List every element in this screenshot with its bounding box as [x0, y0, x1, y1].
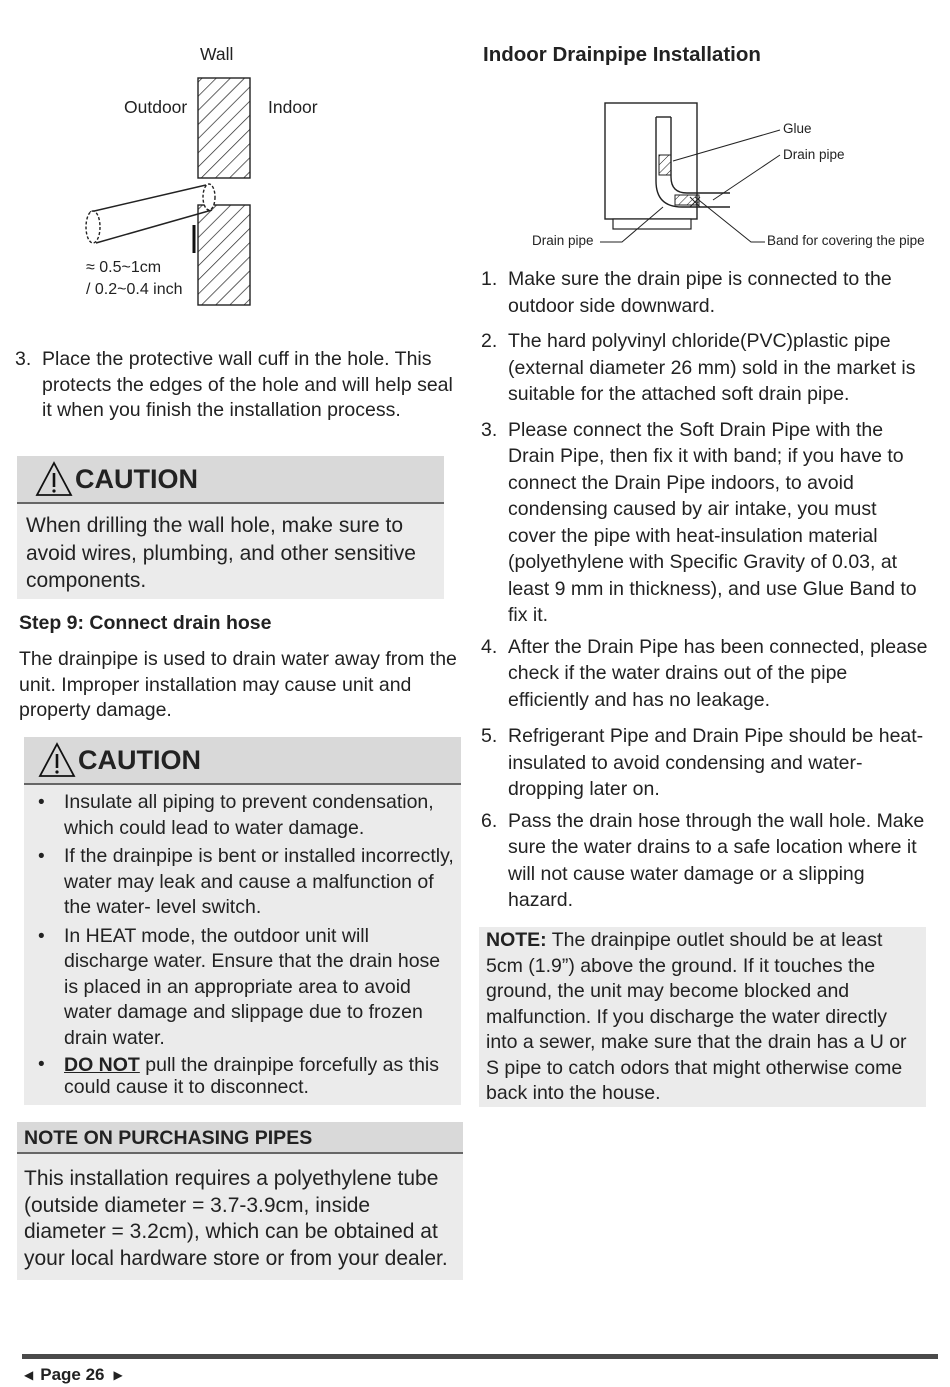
bullet-text: In HEAT mode, the outdoor unit will discharge water. Ensure that the drain hose is placed in an appropriate area to avoid water damage and slippage due to frozen drain water. — [64, 924, 441, 1049]
drain-pipe-illustration — [525, 95, 935, 255]
note-text: This installation requires a polyethylene tube (outside diameter = 3.7-3.9cm, inside diameter = 3.2cm), which can be obtained at your local hardware store or from your dealer. — [24, 1167, 448, 1270]
wall-diagram — [70, 40, 318, 310]
note-purchasing-pipes — [17, 1122, 463, 1280]
step-3 — [15, 347, 463, 424]
drain-pipe-top-label: Drain pipe — [783, 147, 845, 162]
list-item — [481, 328, 929, 408]
wall-label: Wall — [200, 44, 234, 64]
drain-pipe-bottom-label: Drain pipe — [532, 233, 594, 248]
list-item — [481, 808, 929, 914]
step-number: 6. — [481, 809, 498, 832]
bullet-text: If the drainpipe is bent or installed incorrectly, water may leak and cause a malfunction of the water- level switch. — [64, 845, 454, 918]
step-3-text: Place the protective wall cuff in the hole. This protects the edges of the hole and will help seal it when you finish the installation process. — [42, 348, 453, 421]
indoor-heading: Indoor Drainpipe Installation — [483, 43, 761, 66]
step-3-number: 3. — [15, 348, 32, 370]
step-number: 3. — [481, 418, 498, 441]
caution-bullet-list — [24, 785, 461, 1098]
caution-header — [17, 456, 444, 504]
list-item — [481, 266, 929, 319]
step-text: Please connect the Soft Drain Pipe with the Drain Pipe, then fix it with band; if you have to connect the Drain Pipe indoors, to avoid condensing caused by air intake, you must cover the pipe with heat-insulation material (polyethylene with Specific Gravity of 0.03, at least 9 mm in thickness), and use Glue Band to fix it. — [508, 418, 917, 626]
list-item: • In HEAT mode, the outdoor unit will discharge water. Ensure that the drain hose is placed in an appropriate area to avoid water damage and slippage due to frozen drain water. — [38, 924, 441, 1049]
caution-title: CAUTION — [78, 744, 201, 775]
step-9-text: The drainpipe is used to drain water away from the unit. Improper installation may cause unit and property damage. — [19, 648, 457, 721]
step-number: 5. — [481, 725, 498, 747]
indoor-diagram — [525, 95, 935, 255]
footer-bar — [22, 1354, 938, 1359]
caution-header — [24, 737, 461, 785]
gap-inch-label: / 0.2~0.4 inch — [86, 281, 183, 298]
step-number: 2. — [481, 330, 498, 352]
gap-cm-label: ≈ 0.5~1cm — [86, 259, 162, 276]
page-number: Page 26 — [40, 1365, 105, 1384]
caution-box-drilling — [17, 456, 444, 599]
bullet-text: Insulate all piping to prevent condensation, which could lead to water damage. — [64, 791, 434, 839]
step-text: The hard polyvinyl chloride(PVC)plastic pipe (external diameter 26 mm) sold in the market is suitable for the attached soft drain pipe. — [508, 330, 916, 405]
step-text: Make sure the drain pipe is connected to the outdoor side downward. — [508, 268, 892, 317]
warning-icon — [35, 461, 73, 497]
page-nav — [24, 1365, 123, 1385]
bullet-text: pull the drainpipe forcefully as this could cause it to disconnect. — [64, 1054, 440, 1098]
list-item: • If the drainpipe is bent or installed incorrectly, water may leak and cause a malfunction of the water- level switch. — [38, 845, 454, 918]
next-page-icon[interactable]: ▶ — [113, 1368, 123, 1382]
list-item — [481, 634, 929, 714]
prev-page-icon[interactable]: ◀ — [24, 1368, 34, 1382]
glue-label: Glue — [783, 121, 812, 136]
indoor-label: Indoor — [268, 97, 318, 117]
step-text: Pass the drain hose through the wall hole. Make sure the water drains to a safe location where it will not cause water damage or a slipping hazard. — [508, 809, 925, 911]
outdoor-label: Outdoor — [124, 97, 188, 117]
caution-box-drain — [24, 737, 461, 1105]
caution-text: When drilling the wall hole, make sure to avoid wires, plumbing, and other sensitive components. — [26, 514, 416, 592]
list-item — [481, 723, 929, 803]
step-9-heading: Step 9: Connect drain hose — [19, 612, 272, 634]
step-text: After the Drain Pipe has been connected, please check if the water drains out of the pipe efficiently and has no leakage. — [508, 635, 928, 711]
note-heading: NOTE ON PURCHASING PIPES — [17, 1122, 463, 1154]
caution-title: CAUTION — [75, 463, 198, 494]
note-text: The drainpipe outlet should be at least 5cm (1.9”) above the ground. If it touches the ground, the unit may become blocked and malfunction. If you discharge the water directly into a sewer, make sure that the drain has a U or S pipe to catch odors that might otherwise come back into the house. — [486, 929, 907, 1104]
step-number: 4. — [481, 635, 498, 658]
note-outlet-box — [479, 927, 926, 1107]
list-item — [481, 417, 929, 629]
indoor-steps — [481, 266, 929, 914]
step-number: 1. — [481, 268, 498, 290]
band-label: Band for covering the pipe — [767, 233, 925, 248]
list-item: • Insulate all piping to prevent condensation, which could lead to water damage. — [38, 791, 434, 839]
note-label: NOTE: — [486, 929, 547, 951]
step-text: Refrigerant Pipe and Drain Pipe should be heat-insulated to avoid condensing and water-dropping later on. — [508, 725, 924, 800]
bullet-emphasis: DO NOT — [64, 1054, 140, 1076]
warning-icon — [38, 742, 76, 778]
list-item: • DO NOT pull the drainpipe forcefully as this could cause it to disconnect. — [38, 1054, 440, 1098]
